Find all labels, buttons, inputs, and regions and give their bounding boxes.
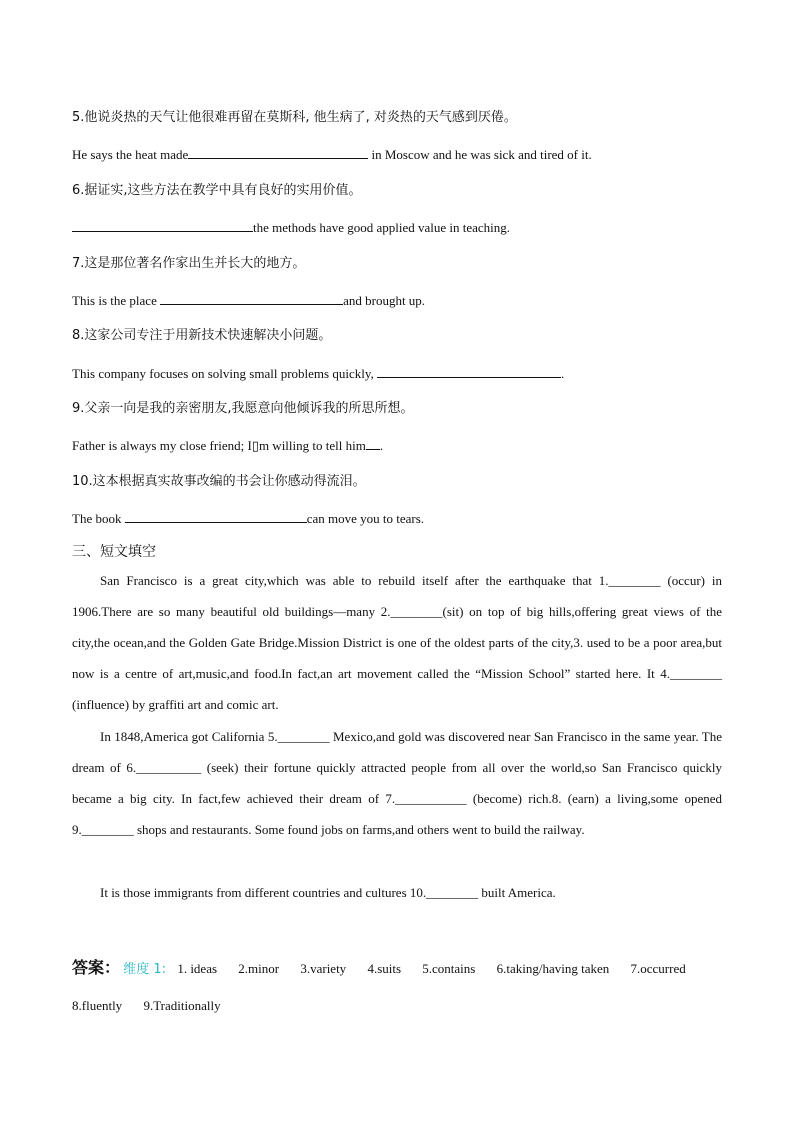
question-10-text-before: The book	[72, 511, 125, 526]
question-5-english	[72, 146, 592, 163]
question-9-chinese: 9.父亲一向是我的亲密朋友,我愿意向他倾诉我的所思所想。	[72, 401, 414, 416]
question-8-english	[72, 365, 564, 382]
passage-paragraph-2	[72, 721, 722, 845]
answer-blank[interactable]	[125, 510, 307, 523]
passage-paragraph-3	[72, 877, 722, 908]
question-7-english	[72, 292, 425, 309]
answer-blank[interactable]	[366, 437, 380, 450]
question-5-chinese: 5.他说炎热的天气让他很难再留在莫斯科, 他生病了, 对炎热的天气感到厌倦。	[72, 110, 517, 125]
question-9-text-before: Father is always my close friend; I▯m willing to tell him	[72, 438, 366, 453]
question-7-text-after: and brought up.	[343, 293, 426, 308]
question-8-text-after: .	[560, 366, 565, 381]
answer-item: 6.taking/having taken	[496, 961, 610, 976]
answer-key	[72, 950, 722, 1024]
question-10-english	[72, 510, 424, 527]
question-6-chinese: 6.据证实,这些方法在教学中具有良好的实用价值。	[72, 183, 362, 198]
question-6-english	[72, 219, 510, 236]
answer-item: 5.contains	[422, 961, 476, 976]
section-title: 三、短文填空	[72, 544, 156, 560]
question-9-text-after: .	[379, 438, 384, 453]
answer-item: 3.variety	[300, 961, 347, 976]
answer-item: 7.occurred	[630, 961, 686, 976]
question-7-chinese: 7.这是那位著名作家出生并长大的地方。	[72, 256, 306, 271]
question-6-text-after: the methods have good applied value in teaching.	[253, 220, 511, 235]
answer-item: 9.Traditionally	[143, 998, 221, 1013]
passage-paragraph-2-text: In 1848,America got California 5.________ Mexico,and gold was discovered near San Francisco in the same year. The dream of 6.__________ (seek) their fortune quickly attracted people from all over the world,so San Francisco quickly became a big city. In fact,few achieved their dream of 7.___________ (become) rich.8. (earn) a living,some opened 9.________ shops and restaurants. Some found jobs on farms,and others went to build the railway.	[72, 729, 722, 837]
question-7-text-before: This is the place	[72, 293, 161, 308]
question-8-chinese: 8.这家公司专注于用新技术快速解决小问题。	[72, 328, 332, 343]
question-5-text-after: in Moscow and he was sick and tired of it.	[368, 147, 592, 162]
answer-dimension: 维度 1:	[123, 962, 167, 977]
passage-paragraph-1	[72, 565, 722, 720]
answer-blank[interactable]	[160, 292, 343, 305]
question-8-text-before: This company focuses on solving small problems quickly,	[72, 366, 377, 381]
answer-item: 8.fluently	[72, 998, 123, 1013]
question-10-text-after: can move you to tears.	[306, 511, 425, 526]
passage-paragraph-3-text: It is those immigrants from different countries and cultures 10.________ built America.	[100, 885, 556, 900]
answer-label: 答案：	[72, 958, 121, 977]
answer-blank[interactable]	[72, 219, 253, 232]
question-9-english	[72, 437, 383, 454]
question-10-chinese: 10.这本根据真实故事改编的书会让你感动得流泪。	[72, 474, 366, 489]
question-5-text-before: He says the heat made	[72, 147, 189, 162]
answer-item: 1. ideas	[177, 961, 218, 976]
answer-blank[interactable]	[377, 365, 561, 378]
answer-blank[interactable]	[188, 146, 368, 159]
answer-item: 4.suits	[367, 961, 402, 976]
answer-item: 2.minor	[238, 961, 280, 976]
passage-paragraph-1-text: San Francisco is a great city,which was able to rebuild itself after the earthquake that 1.________ (occur) in 1906.There are so many beautiful old buildings—many 2.________(sit) on top of big hills,offering great views of the city,the ocean,and the Golden Gate Bridge.Mission District is one of the oldest parts of the city,3. used to be a poor area,but now is a centre of art,music,and food.In fact,an art movement called the “Mission School” started here. It 4.________ (influence) by graffiti art and comic art.	[72, 573, 722, 712]
